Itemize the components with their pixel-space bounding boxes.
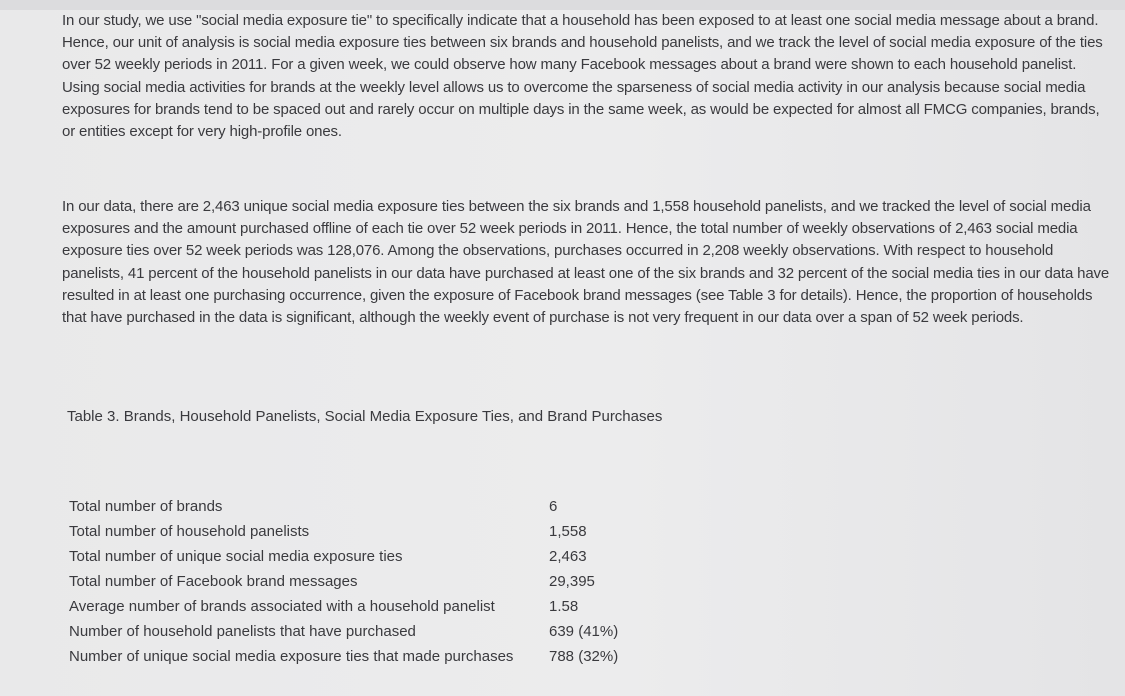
row-value: 788 (32%) bbox=[549, 648, 619, 665]
table-row bbox=[69, 519, 618, 544]
paragraph-data-summary: In our data, there are 2,463 unique social media exposure ties between the six brands and 1,558 household panelists, and we tracked the level of social media exposures and the amount purchased offline of each tie over 52 week periods in 2011. Hence, the total number of weekly observations of 2,463 social media exposure ties over 52 week periods was 128,076. Among the observations, purchases occurred in 2,208 weekly observations. With respect to household panelists, 41 percent of the household panelists in our data have purchased at least one of the six brands and 32 percent of the social media ties in our data have resulted in at least one purchasing occurrence, given the exposure of Facebook brand messages (see Table 3 for details). Hence, the proportion of households that have purchased in the data is significant, although the weekly event of purchase is not very frequent in our data over a span of 52 week periods. bbox=[62, 198, 1110, 327]
row-value: 29,395 bbox=[549, 573, 595, 590]
row-label: Number of household panelists that have purchased bbox=[69, 623, 416, 640]
table-row bbox=[69, 569, 618, 594]
table-caption: Table 3. Brands, Household Panelists, Social Media Exposure Ties, and Brand Purchases bbox=[67, 408, 663, 425]
row-value: 639 (41%) bbox=[549, 623, 619, 640]
row-label: Number of unique social media exposure ties that made purchases bbox=[69, 648, 514, 665]
row-value: 1,558 bbox=[549, 523, 587, 540]
table-row bbox=[69, 619, 618, 644]
table-row bbox=[69, 494, 618, 519]
row-label: Total number of unique social media exposure ties bbox=[69, 548, 403, 565]
row-value: 2,463 bbox=[549, 548, 587, 565]
table-row bbox=[69, 644, 618, 669]
table-row bbox=[69, 544, 618, 569]
row-label: Total number of household panelists bbox=[69, 523, 310, 540]
row-label: Average number of brands associated with a household panelist bbox=[69, 598, 495, 615]
row-value: 6 bbox=[549, 498, 558, 515]
row-label: Total number of brands bbox=[69, 498, 223, 515]
table-row bbox=[69, 594, 618, 619]
row-value: 1.58 bbox=[549, 598, 579, 615]
paragraph-study-definition: In our study, we use "social media exposure tie" to specifically indicate that a household has been exposed to at least one social media message about a brand. Hence, our unit of analysis is social media exposure ties between six brands and household panelists, and we track the level of social media exposure of the ties over 52 weekly periods in 2011. For a given week, we could observe how many Facebook messages about a brand were shown to each household panelist. Using social media activities for brands at the weekly level allows us to overcome the sparseness of social media activity in our analysis because social media exposures for brands tend to be spaced out and rarely occur on multiple days in the same week, as would be expected for almost all FMCG companies, brands, or entities except for very high-profile ones. bbox=[62, 12, 1103, 141]
stats-table bbox=[69, 494, 618, 669]
row-label: Total number of Facebook brand messages bbox=[69, 573, 358, 590]
